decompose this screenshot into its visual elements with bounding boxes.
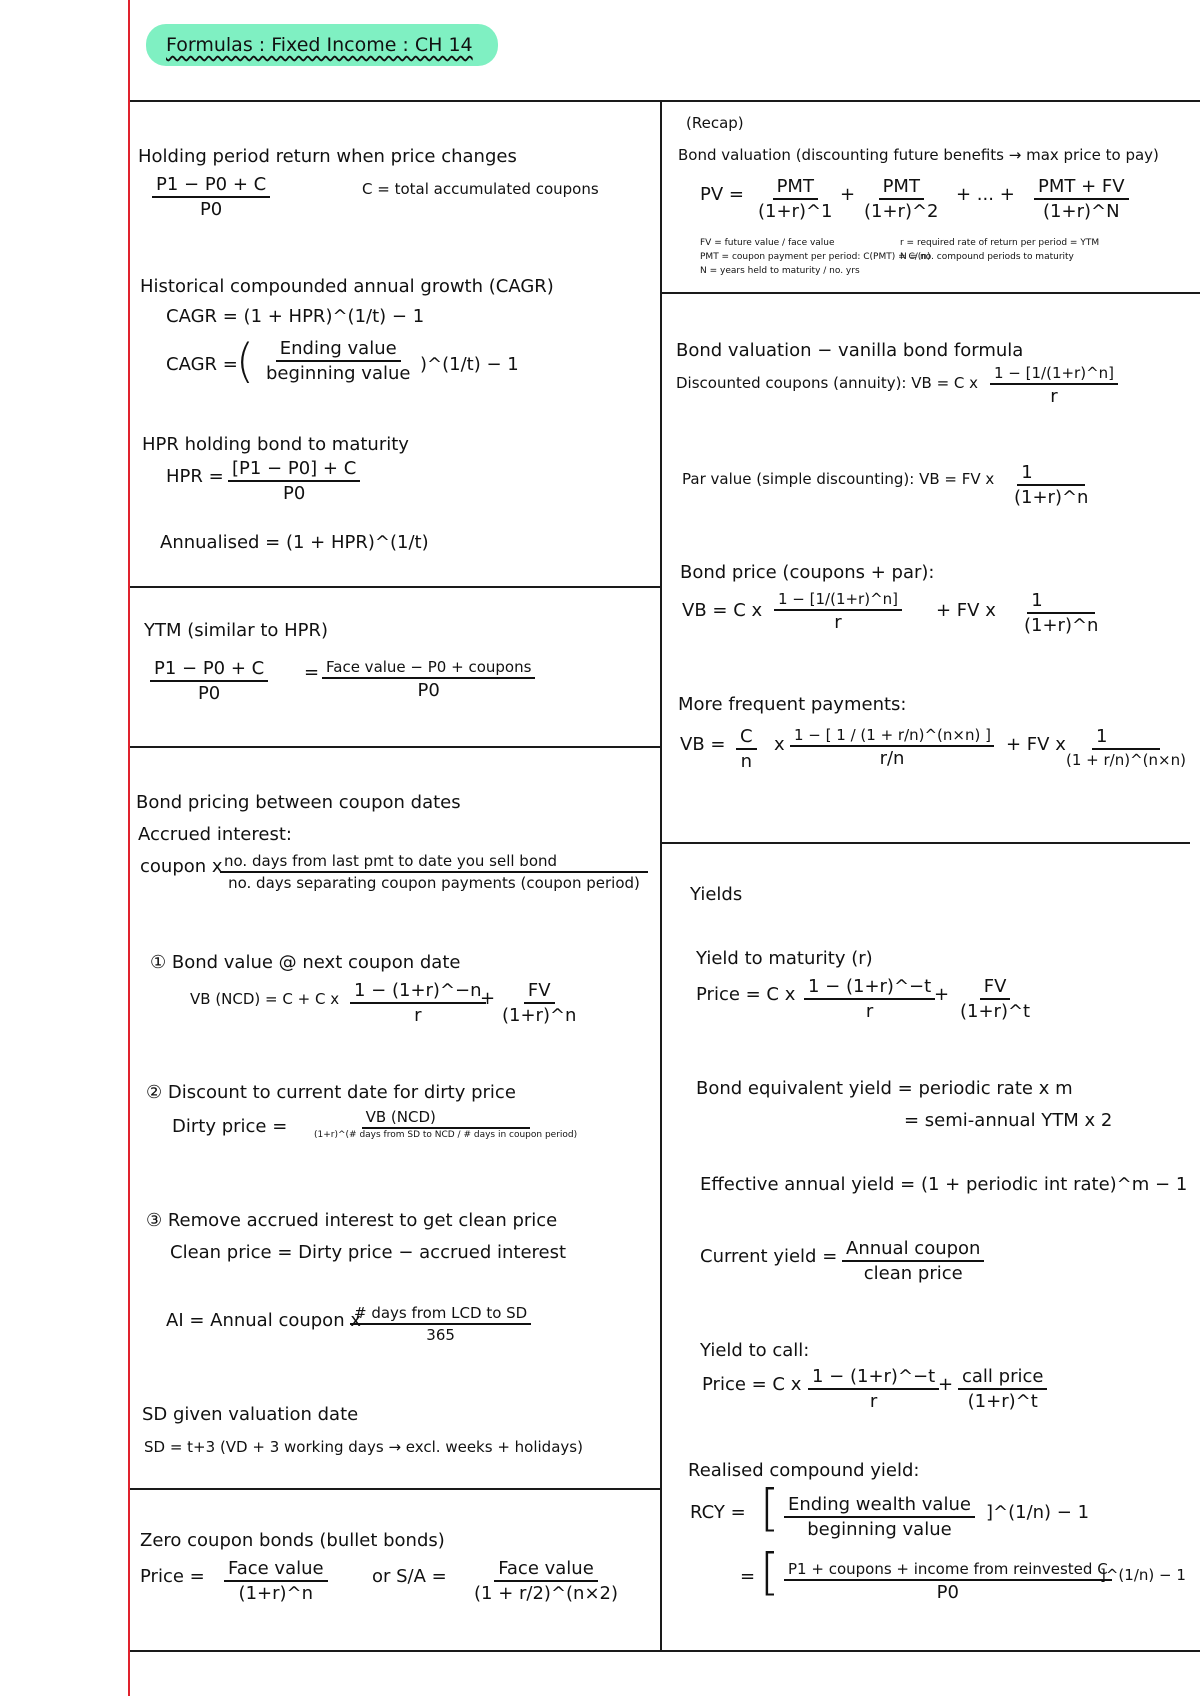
ytc-denominator-2: (1+r)^t xyxy=(967,1391,1038,1412)
step-1-numerator-2: FV xyxy=(524,980,555,1004)
ytm-price-numerator-2: FV xyxy=(980,976,1011,1000)
pv-dots: + ... + xyxy=(956,184,1015,205)
ytm-fraction-2 xyxy=(322,658,535,701)
ytm-fraction-1 xyxy=(150,658,268,704)
frequent-n: n xyxy=(740,751,752,772)
step-2-heading: ② Discount to current date for dirty price xyxy=(146,1082,516,1103)
recap-label: (Recap) xyxy=(686,114,744,132)
ai-numerator: # days from LCD to SD xyxy=(350,1304,531,1325)
cagr-lhs: CAGR = xyxy=(166,354,238,375)
ytm-price-fraction-2 xyxy=(956,976,1034,1022)
rcy-bracket-open-2: [ xyxy=(760,1543,780,1601)
price-lhs: VB = C x xyxy=(682,600,763,621)
price-plus: + FV x xyxy=(936,600,996,621)
pv-term-1-numerator: PMT xyxy=(773,176,818,200)
hpr-maturity-fraction xyxy=(228,458,360,504)
pv-term-2-numerator: PMT xyxy=(879,176,924,200)
step-1-heading: ① Bond value @ next coupon date xyxy=(150,952,461,973)
between-coupons-heading: Bond pricing between coupon dates xyxy=(136,792,461,813)
ytc-lhs: Price = C x xyxy=(702,1374,802,1395)
rcy-denominator-2: P0 xyxy=(936,1582,959,1603)
par-fraction xyxy=(1010,462,1092,508)
frequent-fraction-2 xyxy=(1062,726,1190,769)
zero-denominator-2: (1 + r/2)^(n×2) xyxy=(474,1583,619,1604)
zero-numerator-2: Face value xyxy=(494,1558,598,1582)
annuity-numerator: 1 − [1/(1+r)^n] xyxy=(990,364,1118,385)
yield-to-maturity-heading: Yield to maturity (r) xyxy=(696,948,873,969)
pv-lhs: PV = xyxy=(700,184,744,205)
step-1-fraction-2 xyxy=(498,980,580,1026)
coupon-x: coupon x xyxy=(140,856,223,877)
cagr-heading: Historical compounded annual growth (CAGR) xyxy=(140,276,554,297)
accrued-numerator: no. days from last pmt to date you sell bond xyxy=(220,852,648,873)
par-denominator: (1+r)^n xyxy=(1014,487,1089,508)
ytc-numerator: 1 − (1+r)^−t xyxy=(808,1366,939,1390)
frequent-times: x xyxy=(774,734,785,755)
zero-fraction xyxy=(224,1558,328,1604)
step-1-denominator: r xyxy=(414,1005,422,1026)
ytc-plus: + xyxy=(938,1374,954,1395)
margin-line xyxy=(128,0,130,1696)
rcy-tail: ]^(1/n) − 1 xyxy=(986,1502,1090,1523)
annualised-formula: Annualised = (1 + HPR)^(1/t) xyxy=(160,532,429,553)
par-numerator: 1 xyxy=(1017,462,1085,486)
hpr-formula xyxy=(152,174,270,220)
annuity-fraction xyxy=(990,364,1118,407)
frequent-numerator-2: 1 xyxy=(1092,726,1160,750)
divider xyxy=(130,746,660,748)
zero-lhs: Price = xyxy=(140,1566,205,1587)
hpr-maturity-numerator: [P1 − P0] + C xyxy=(228,458,360,482)
ytc-fraction xyxy=(808,1366,939,1412)
pv-term-3-numerator: PMT + FV xyxy=(1034,176,1129,200)
cagr-numerator: Ending value xyxy=(276,338,401,362)
ytm-numerator: P1 − P0 + C xyxy=(150,658,268,682)
divider xyxy=(130,1488,660,1490)
valuation-heading: Bond valuation (discounting future benefits → max price to pay) xyxy=(678,146,1159,164)
hpr-numerator: P1 − P0 + C xyxy=(152,174,270,198)
legend-4: r = required rate of return per period = YTM xyxy=(900,238,1100,248)
rcy-lhs: RCY = xyxy=(690,1502,746,1523)
frequent-denominator-2: (1 + r/n)^(n×n) xyxy=(1066,751,1186,769)
pv-term-3-denominator: (1+r)^N xyxy=(1043,201,1120,222)
price-numerator-2: 1 xyxy=(1027,590,1095,614)
ytm-price-fraction xyxy=(804,976,935,1022)
ytm-price-plus: + xyxy=(934,984,950,1005)
step-3-formula: Clean price = Dirty price − accrued interest xyxy=(170,1242,567,1263)
frequent-heading: More frequent payments: xyxy=(678,694,907,715)
annuity-denominator: r xyxy=(1050,386,1058,407)
pv-term-2-denominator: (1+r)^2 xyxy=(864,201,939,222)
cagr-formula-1: CAGR = (1 + HPR)^(1/t) − 1 xyxy=(166,306,425,327)
hpr-note: C = total accumulated coupons xyxy=(362,180,599,198)
sd-heading: SD given valuation date xyxy=(142,1404,359,1425)
zero-or: or S/A = xyxy=(372,1566,447,1587)
current-yield-numerator: Annual coupon xyxy=(842,1238,984,1262)
frequent-denominator: r/n xyxy=(879,748,905,769)
ai-denominator: 365 xyxy=(426,1326,455,1344)
legend-3: N = years held to maturity / no. yrs xyxy=(700,266,860,276)
step-2-lhs: Dirty price = xyxy=(172,1116,288,1137)
ytm-heading: YTM (similar to HPR) xyxy=(144,620,329,641)
rcy-bracket-open: [ xyxy=(760,1479,780,1537)
ytc-numerator-2: call price xyxy=(958,1366,1047,1390)
frequent-c: C xyxy=(736,726,757,750)
pv-term-1-denominator: (1+r)^1 xyxy=(758,201,833,222)
page-title: Formulas : Fixed Income : CH 14 xyxy=(146,24,498,66)
ytm-price-denominator-2: (1+r)^t xyxy=(960,1001,1031,1022)
rcy-denominator: beginning value xyxy=(807,1519,952,1540)
cagr-paren-open: ( xyxy=(236,334,254,388)
step-1-numerator: 1 − (1+r)^−n xyxy=(350,980,486,1004)
accrued-fraction xyxy=(220,852,648,892)
step-1-plus: + xyxy=(480,988,496,1009)
effective-annual-yield: Effective annual yield = (1 + periodic int rate)^m − 1 xyxy=(700,1174,1188,1195)
legend-5: N = no. compound periods to maturity xyxy=(900,252,1074,262)
pv-plus: + xyxy=(840,184,856,205)
ytm-price-denominator: r xyxy=(865,1001,874,1022)
price-denominator: r xyxy=(834,612,842,633)
rcy-tail-2: ]^(1/n) − 1 xyxy=(1100,1566,1186,1584)
divider xyxy=(130,100,1200,102)
step-1-denominator-2: (1+r)^n xyxy=(502,1005,577,1026)
rcy-fraction-2 xyxy=(784,1560,1112,1603)
yield-to-call-heading: Yield to call: xyxy=(700,1340,810,1361)
frequent-lhs: VB = xyxy=(680,734,726,755)
zero-numerator: Face value xyxy=(224,1558,328,1582)
step-2-numerator: VB (NCD) xyxy=(362,1108,530,1129)
price-numerator: 1 − [1/(1+r)^n] xyxy=(774,590,902,611)
par-lhs: Par value (simple discounting): VB = FV x xyxy=(682,470,995,488)
current-yield-lhs: Current yield = xyxy=(700,1246,838,1267)
ai-fraction xyxy=(350,1304,531,1344)
rcy-numerator: Ending wealth value xyxy=(784,1494,975,1518)
annuity-lhs: Discounted coupons (annuity): VB = C x xyxy=(676,374,979,392)
zero-denominator: (1+r)^n xyxy=(238,1583,314,1604)
ai-lhs: AI = Annual coupon x xyxy=(166,1310,361,1331)
step-1-fraction xyxy=(350,980,486,1026)
price-fraction-2 xyxy=(1020,590,1102,636)
legend-2: PMT = coupon payment per period: C(PMT) = C/(n) xyxy=(700,252,931,262)
ytm-price-numerator: 1 − (1+r)^−t xyxy=(804,976,935,1000)
price-heading: Bond price (coupons + par): xyxy=(680,562,935,583)
rcy-equals: = xyxy=(740,1566,756,1587)
step-1-lhs: VB (NCD) = C + C x xyxy=(190,990,340,1008)
yields-heading: Yields xyxy=(690,884,743,905)
hpr-denominator: P0 xyxy=(199,199,223,220)
pv-term-2 xyxy=(860,176,943,222)
current-yield-fraction xyxy=(842,1238,984,1284)
column-divider xyxy=(660,100,662,1652)
cagr-fraction xyxy=(262,338,414,384)
bey-line-1: Bond equivalent yield = periodic rate x m xyxy=(696,1078,1073,1099)
ytm-denominator-2: P0 xyxy=(417,680,440,701)
price-denominator-2: (1+r)^n xyxy=(1024,615,1099,636)
hpr-heading: Holding period return when price changes xyxy=(138,146,517,167)
bey-line-2: = semi-annual YTM x 2 xyxy=(904,1110,1113,1131)
ytc-denominator: r xyxy=(869,1391,878,1412)
frequent-fraction xyxy=(790,726,994,769)
divider xyxy=(660,292,1200,294)
step-3-heading: ③ Remove accrued interest to get clean price xyxy=(146,1210,558,1231)
pv-term-3 xyxy=(1034,176,1129,222)
frequent-plus: + FV x xyxy=(1006,734,1066,755)
frequent-numerator: 1 − [ 1 / (1 + r/n)^(n×n) ] xyxy=(790,726,994,747)
frequent-c-over-n xyxy=(736,726,757,772)
zero-fraction-2 xyxy=(470,1558,622,1604)
divider xyxy=(660,842,1190,844)
pv-term-1 xyxy=(754,176,837,222)
price-fraction xyxy=(774,590,902,633)
cagr-tail: )^(1/t) − 1 xyxy=(420,354,519,375)
ytm-denominator: P0 xyxy=(197,683,221,704)
hpr-maturity-lhs: HPR = xyxy=(166,466,224,487)
ytc-fraction-2 xyxy=(958,1366,1047,1412)
ytm-price-lhs: Price = C x xyxy=(696,984,796,1005)
divider xyxy=(130,1650,1200,1652)
ytm-numerator-2: Face value − P0 + coupons xyxy=(322,658,535,679)
accrued-heading: Accrued interest: xyxy=(138,824,292,845)
step-2-fraction xyxy=(310,1108,581,1141)
rcy-fraction xyxy=(784,1494,975,1540)
rcy-heading: Realised compound yield: xyxy=(688,1460,920,1481)
divider xyxy=(130,586,660,588)
zero-coupon-heading: Zero coupon bonds (bullet bonds) xyxy=(140,1530,445,1551)
step-2-denominator: (1+r)^(# days from SD to NCD / # days in coupon period) xyxy=(314,1130,578,1140)
rcy-numerator-2: P1 + coupons + income from reinvested C xyxy=(784,1560,1112,1581)
hpr-maturity-heading: HPR holding bond to maturity xyxy=(142,434,409,455)
current-yield-denominator: clean price xyxy=(863,1263,963,1284)
accrued-denominator: no. days separating coupon payments (coupon period) xyxy=(228,874,640,892)
legend-1: FV = future value / face value xyxy=(700,238,835,248)
ytm-equals: = xyxy=(304,662,320,683)
vanilla-heading: Bond valuation − vanilla bond formula xyxy=(676,340,1024,361)
sd-formula: SD = t+3 (VD + 3 working days → excl. weeks + holidays) xyxy=(144,1438,583,1456)
cagr-denominator: beginning value xyxy=(266,363,411,384)
hpr-maturity-denominator: P0 xyxy=(282,483,306,504)
